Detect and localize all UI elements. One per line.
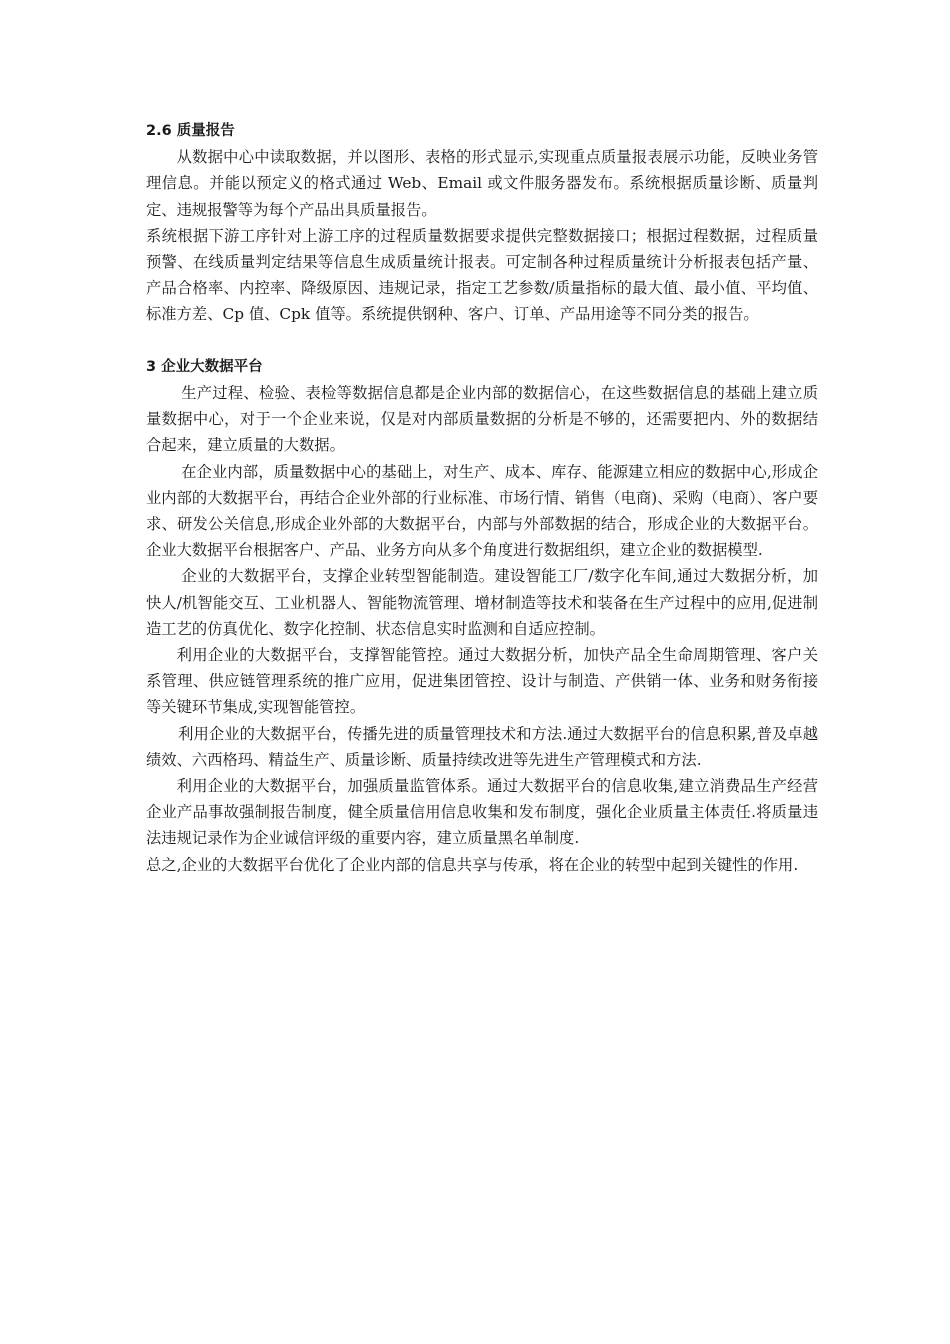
paragraph-gap	[146, 328, 818, 354]
paragraph: 企业的大数据平台，支撑企业转型智能制造。建设智能工厂/数字化车间,通过大数据分析，加快人/机智能交互、工业机器人、智能物流管理、增材制造等技术和装备在生产过程中的应用,促进制造工艺的仿真优化、数字化控制、状态信息实时监测和自适应控制。	[146, 567, 818, 638]
paragraph: 系统根据下游工序针对上游工序的过程质量数据要求提供完整数据接口；根据过程数据，过程质量预警、在线质量判定结果等信息生成质量统计报表。可定制各种过程质量统计分析报表包括产量、产品合格率、内控率、降级原因、违规记录，指定工艺参数/质量指标的最大值、最小值、平均值、标准方差、Cp 值、Cpk 值等。系统提供钢种、客户、订单、产品用途等不同分类的报告。	[146, 226, 818, 324]
section-heading-quality-report: 2.6 质量报告	[146, 123, 235, 139]
document-page	[146, 118, 818, 878]
paragraph: 利用企业的大数据平台，传播先进的质量管理技术和方法.通过大数据平台的信息积累,普及卓越绩效、六西格玛、精益生产、质量诊断、质量持续改进等先进生产管理模式和方法.	[146, 724, 818, 769]
paragraph: 利用企业的大数据平台，加强质量监管体系。通过大数据平台的信息收集,建立消费品生产经营企业产品事故强制报告制度，健全质量信用信息收集和发布制度，强化企业质量主体责任.将质量违法违规记录作为企业诚信评级的重要内容，建立质量黑名单制度.	[146, 777, 818, 848]
paragraph: 利用企业的大数据平台，支撑智能管控。通过大数据分析，加快产品全生命周期管理、客户关系管理、供应链管理系统的推广应用，促进集团管控、设计与制造、产供销一体、业务和财务衔接等关键环节集成,实现智能管控。	[146, 646, 818, 717]
paragraph: 在企业内部，质量数据中心的基础上，对生产、成本、库存、能源建立相应的数据中心,形成企业内部的大数据平台，再结合企业外部的行业标准、市场行情、销售（电商)、采购（电商）、客户要求、研发公关信息,形成企业外部的大数据平台，内部与外部数据的结合，形成企业的大数据平台。企业大数据平台根据客户、产品、业务方向从多个角度进行数据组织，建立企业的数据模型.	[146, 462, 818, 560]
section-heading-big-data-platform: 3 企业大数据平台	[146, 358, 263, 375]
paragraph: 总之,企业的大数据平台优化了企业内部的信息共享与传承，将在企业的转型中起到关键性的作用.	[146, 855, 799, 874]
paragraph: 生产过程、检验、表检等数据信息都是企业内部的数据信心，在这些数据信息的基础上建立质量数据中心，对于一个企业来说，仅是对内部质量数据的分析是不够的，还需要把内、外的数据结合起来，建立质量的大数据。	[146, 383, 818, 455]
paragraph: 从数据中心中读取数据，并以图形、表格的形式显示,实现重点质量报表展示功能，反映业务管理信息。并能以预定义的格式通过 Web、Email 或文件服务器发布。系统根据质量诊断、质量判定、违规报警等为每个产品出具质量报告。	[146, 148, 818, 219]
